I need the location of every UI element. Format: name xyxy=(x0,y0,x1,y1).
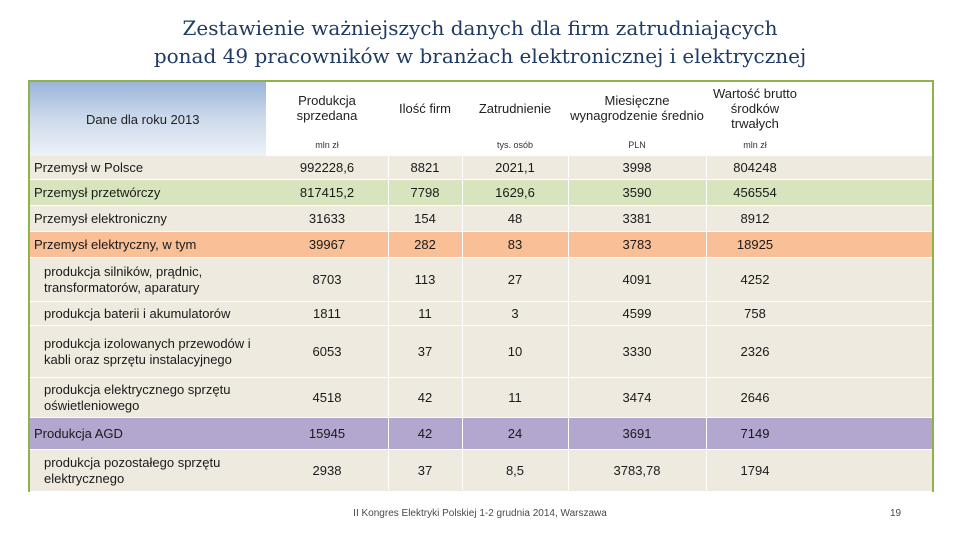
table-cell: 2646 xyxy=(740,390,770,405)
column-unit-2 xyxy=(388,136,462,154)
table-cell: 4599 xyxy=(622,306,652,321)
table-row xyxy=(30,302,932,326)
table-cell: 10 xyxy=(507,344,523,359)
table-cell: 4091 xyxy=(622,272,652,287)
column-unit-5: mln zł xyxy=(743,140,767,150)
table-row xyxy=(30,232,932,258)
row-label: Przemysł elektryczny, w tym xyxy=(34,236,197,252)
column-header-5: Wartość brutto środków trwałych xyxy=(712,85,798,131)
table-cell: 11 xyxy=(508,390,522,405)
table-cell: 83 xyxy=(507,237,523,252)
table-cell: 758 xyxy=(744,306,766,321)
row-label: produkcja pozostałego sprzętu elektrycznego xyxy=(44,454,221,486)
table-cell: 817415,2 xyxy=(299,185,355,200)
table-cell: 3590 xyxy=(622,185,652,200)
column-header-3: Zatrudnienie xyxy=(478,100,552,116)
table-row xyxy=(30,206,932,232)
table-cell: 3381 xyxy=(622,211,652,226)
corner-label: Dane dla roku 2013 xyxy=(86,112,200,127)
column-header-1: Produkcja sprzedana xyxy=(296,93,358,123)
table-cell: 3330 xyxy=(622,344,652,359)
table-cell: 8821 xyxy=(410,160,440,175)
table-cell: 3783,78 xyxy=(613,463,661,478)
table-cell: 8912 xyxy=(740,211,770,226)
slide-title xyxy=(0,14,960,70)
table-cell: 113 xyxy=(414,272,436,287)
table-cell: 8,5 xyxy=(505,463,525,478)
table-cell: 4252 xyxy=(740,272,770,287)
table-cell: 39967 xyxy=(308,237,346,252)
table-corner xyxy=(30,82,266,156)
table-cell: 2021,1 xyxy=(495,160,535,175)
column-unit-1: mln zł xyxy=(315,140,339,150)
table-row xyxy=(30,156,932,180)
table-cell: 3691 xyxy=(622,426,652,441)
table-cell: 2326 xyxy=(740,344,770,359)
column-divider xyxy=(462,82,463,490)
table-cell: 15945 xyxy=(308,426,346,441)
table-cell: 4518 xyxy=(312,390,342,405)
table-cell: 992228,6 xyxy=(299,160,355,175)
table-row xyxy=(30,378,932,418)
table-cell: 18925 xyxy=(736,237,774,252)
table-cell: 456554 xyxy=(733,185,777,200)
row-label: Przemysł w Polsce xyxy=(34,159,144,175)
page-number: 19 xyxy=(890,508,902,519)
table-cell: 8703 xyxy=(312,272,342,287)
column-header-4: Miesięczne wynagrodzenie średnio xyxy=(570,93,704,123)
table-cell: 3783 xyxy=(622,237,652,252)
row-label: produkcja elektrycznego sprzętu oświetleniowego xyxy=(44,381,231,413)
column-unit-3: tys. osób xyxy=(496,140,534,150)
slide-title-line-2: ponad 49 pracowników w branżach elektronicznej i elektrycznej xyxy=(153,44,807,68)
table-cell: 7149 xyxy=(740,426,770,441)
slide-footer: II Kongres Elektryki Polskiej 1-2 grudnia 2014, Warszawa xyxy=(353,508,607,519)
table-cell: 6053 xyxy=(312,344,342,359)
table-cell: 37 xyxy=(417,463,433,478)
row-label: Przemysł przetwórczy xyxy=(34,184,161,200)
table-row xyxy=(30,326,932,378)
table-cell: 7798 xyxy=(410,185,440,200)
data-table xyxy=(28,80,934,492)
column-divider xyxy=(388,82,389,490)
table-cell: 2938 xyxy=(312,463,342,478)
slide-title-line-1: Zestawienie ważniejszych danych dla firm zatrudniających xyxy=(182,16,778,40)
table-row xyxy=(30,180,932,206)
column-header-2: Ilość firm xyxy=(399,100,451,116)
table-cell: 37 xyxy=(417,344,433,359)
table-cell: 11 xyxy=(418,306,432,321)
table-cell: 1629,6 xyxy=(495,185,535,200)
table-cell: 3998 xyxy=(622,160,652,175)
row-label: produkcja baterii i akumulatorów xyxy=(44,305,231,321)
table-cell: 3474 xyxy=(622,390,652,405)
table-cell: 42 xyxy=(417,390,433,405)
table-row xyxy=(30,258,932,302)
table-cell: 24 xyxy=(507,426,523,441)
table-cell: 3 xyxy=(511,306,519,321)
table-cell: 31633 xyxy=(308,211,346,226)
table-row xyxy=(30,418,932,450)
table-cell: 1811 xyxy=(313,306,341,321)
table-cell: 42 xyxy=(417,426,433,441)
row-label: Przemysł elektroniczny xyxy=(34,210,167,226)
table-cell: 804248 xyxy=(733,160,777,175)
column-divider xyxy=(706,82,707,490)
row-label: produkcja izolowanych przewodów i kabli oraz sprzętu instalacyjnego xyxy=(44,335,251,367)
table-cell: 48 xyxy=(507,211,523,226)
row-label: Produkcja AGD xyxy=(34,425,123,441)
table-cell: 282 xyxy=(414,237,436,252)
table-cell: 27 xyxy=(507,272,523,287)
column-unit-4: PLN xyxy=(628,140,646,150)
table-row xyxy=(30,450,932,492)
row-label: produkcja silników, prądnic, transformatorów, aparatury xyxy=(44,263,203,295)
column-divider xyxy=(568,82,569,490)
table-cell: 154 xyxy=(414,211,436,226)
table-cell: 1794 xyxy=(740,463,770,478)
